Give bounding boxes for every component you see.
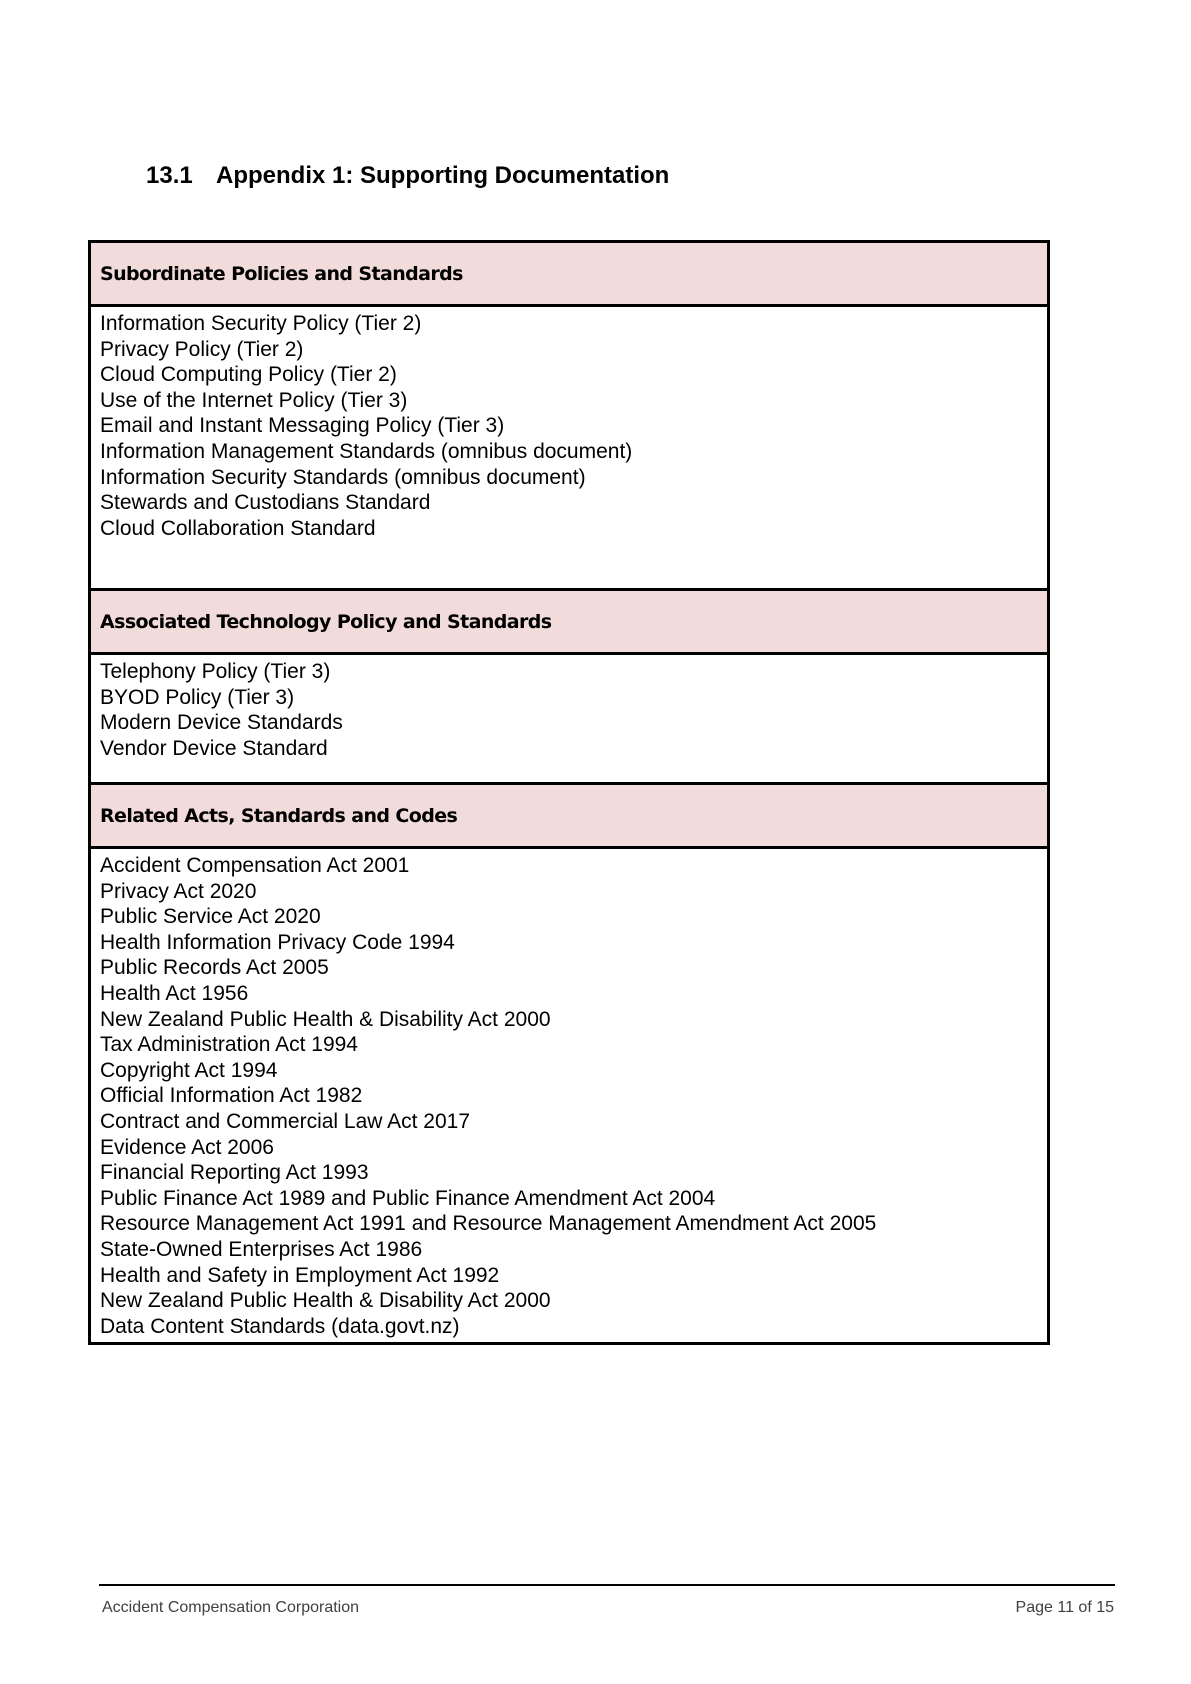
list-item: Email and Instant Messaging Policy (Tier 3) — [100, 414, 505, 438]
list-item: Stewards and Custodians Standard — [100, 491, 431, 515]
page-number: Page 11 of 15 — [1015, 1599, 1114, 1616]
section-list-associated-technology — [91, 655, 1047, 785]
list-item: Public Finance Act 1989 and Public Finance Amendment Act 2004 — [100, 1186, 716, 1210]
section-header-label: Subordinate Policies and Standards — [100, 262, 463, 285]
list-item: Resource Management Act 1991 and Resource Management Amendment Act 2005 — [100, 1212, 877, 1236]
list-item: Privacy Act 2020 — [100, 879, 257, 903]
list-item: New Zealand Public Health & Disability Act 2000 — [100, 1007, 551, 1031]
list-item: Cloud Collaboration Standard — [100, 516, 376, 540]
list-item: Information Security Standards (omnibus document) — [100, 465, 586, 489]
list-item: Information Security Policy (Tier 2) — [100, 312, 422, 335]
section-header-label: Associated Technology Policy and Standards — [100, 610, 552, 633]
list-item: Data Content Standards (data.govt.nz) — [100, 1314, 460, 1338]
footer-organization: Accident Compensation Corporation — [102, 1599, 360, 1616]
list-item: State-Owned Enterprises Act 1986 — [100, 1237, 423, 1261]
list-item: Health Information Privacy Code 1994 — [100, 930, 455, 954]
list-item: Public Service Act 2020 — [100, 905, 321, 929]
list-item: Privacy Policy (Tier 2) — [100, 337, 304, 361]
list-item: Tax Administration Act 1994 — [100, 1033, 358, 1057]
list-item: Official Information Act 1982 — [100, 1084, 363, 1108]
list-item: Health and Safety in Employment Act 1992 — [100, 1263, 500, 1287]
section-header-subordinate-policies — [91, 243, 1047, 307]
section-header-related-acts — [91, 785, 1047, 849]
list-item: Vendor Device Standard — [100, 736, 328, 760]
section-header-associated-technology — [91, 591, 1047, 655]
supporting-documentation-table — [88, 240, 1050, 1345]
section-title: Appendix 1: Supporting Documentation — [216, 162, 670, 189]
list-item: New Zealand Public Health & Disability Act 2000 — [100, 1289, 551, 1313]
list-item: Telephony Policy (Tier 3) — [100, 660, 331, 683]
list-item: Modern Device Standards — [100, 711, 343, 735]
list-item: Health Act 1956 — [100, 981, 249, 1005]
section-heading — [146, 162, 669, 190]
section-list-related-acts — [91, 849, 1047, 1342]
list-item: Use of the Internet Policy (Tier 3) — [100, 388, 408, 412]
list-item: BYOD Policy (Tier 3) — [100, 685, 295, 709]
list-item: Accident Compensation Act 2001 — [100, 854, 410, 877]
list-item: Contract and Commercial Law Act 2017 — [100, 1109, 471, 1133]
list-item: Public Records Act 2005 — [100, 956, 329, 980]
list-item: Evidence Act 2006 — [100, 1135, 274, 1159]
footer-divider — [99, 1584, 1115, 1586]
section-list-subordinate-policies — [91, 307, 1047, 591]
section-number: 13.1 — [146, 162, 193, 189]
list-item: Copyright Act 1994 — [100, 1058, 278, 1082]
list-item: Cloud Computing Policy (Tier 2) — [100, 363, 397, 387]
list-item: Financial Reporting Act 1993 — [100, 1161, 369, 1185]
list-item: Information Management Standards (omnibus document) — [100, 439, 633, 463]
section-header-label: Related Acts, Standards and Codes — [100, 804, 458, 827]
